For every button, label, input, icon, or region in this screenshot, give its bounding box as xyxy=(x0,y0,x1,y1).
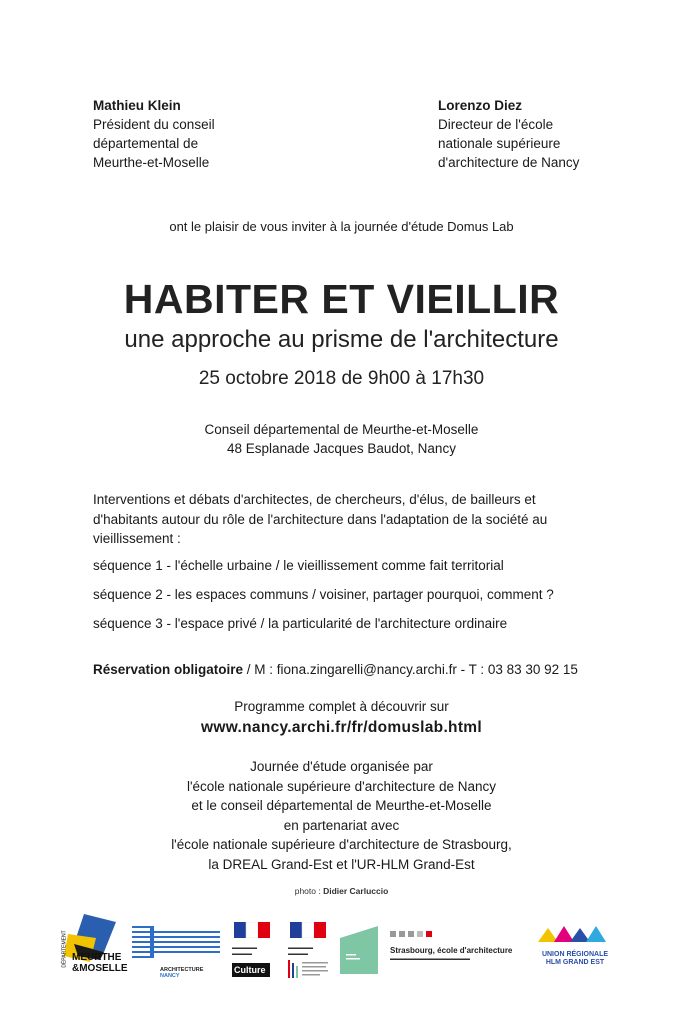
reservation-contact[interactable]: / M : fiona.zingarelli@nancy.archi.fr - T : 03 83 30 92 15 xyxy=(243,662,578,677)
host-left xyxy=(93,96,215,172)
strasbourg-marks-icon xyxy=(390,929,450,939)
culture-label: Culture xyxy=(232,963,270,977)
venue-address: 48 Esplanade Jacques Baudot, Nancy xyxy=(227,441,456,456)
ur-hlm-logo xyxy=(534,922,616,972)
organizer-line: l'école nationale supérieure d'architecture de Nancy xyxy=(186,778,497,794)
event-date: 25 octobre 2018 de 9h00 à 17h30 xyxy=(198,368,485,389)
host-name: Mathieu Klein xyxy=(93,98,181,113)
green-partner-shape-icon xyxy=(338,924,380,976)
organizer-line: l'école nationale supérieure d'architecture de Strasbourg, xyxy=(171,837,512,852)
intro-paragraph: Interventions et débats d'architectes, de chercheurs, d'élus, de bailleurs et d'habitants autour du rôle de l'architecture dans l'adaptation de la société au vieillissement : xyxy=(93,492,548,546)
venue-name: Conseil départemental de Meurthe-et-Moselle xyxy=(204,422,479,437)
ur-hlm-label xyxy=(534,951,616,967)
host-title-line: Directeur de l'école xyxy=(438,117,554,132)
reservation-label: Réservation obligatoire xyxy=(93,662,244,677)
ur-hlm-roofs-icon xyxy=(534,922,616,946)
organizer-line: Journée d'étude organisée par xyxy=(250,759,433,774)
host-right xyxy=(438,96,579,172)
sequence-item: séquence 1 - l'échelle urbaine / le vieillissement comme fait territorial xyxy=(93,558,504,573)
dreal-logo: ▬▬▬▬▬ ▬▬▬▬ xyxy=(288,922,332,978)
venue xyxy=(0,420,683,458)
strasbourg-label: Strasbourg, école d'architecture xyxy=(390,946,513,955)
french-flag-icon xyxy=(232,922,272,938)
host-title-line: Président du conseil xyxy=(93,117,215,132)
host-title-line: nationale supérieure xyxy=(438,136,561,151)
ensa-nancy-stripes-icon xyxy=(132,924,222,962)
photo-credit-label: photo : xyxy=(294,886,324,896)
french-flag-icon xyxy=(288,922,328,938)
photo-credit-name: Didier Carluccio xyxy=(323,886,389,896)
ensa-nancy-caption xyxy=(160,967,222,979)
organizer-line: et le conseil départemental de Meurthe-et-Moselle xyxy=(191,798,492,813)
host-name: Lorenzo Diez xyxy=(438,98,523,113)
meurthe-line2: &MOSELLE xyxy=(72,963,128,974)
sequence-item: séquence 2 - les espaces communs / voisiner, partager pourquoi, comment ? xyxy=(93,587,554,602)
organizer-line: la DREAL Grand-Est et l'UR-HLM Grand-Est xyxy=(208,856,475,872)
green-partner-logo xyxy=(338,924,380,976)
ensa-strasbourg-logo: Strasbourg, école d'architecture ▬▬▬▬▬▬▬▬▬▬▬▬▬▬▬▬ xyxy=(390,926,528,962)
host-title-line: départemental de xyxy=(93,136,199,151)
event-subtitle: une approche au prisme de l'architecture xyxy=(124,326,559,353)
organizer-line: en partenariat avec xyxy=(283,817,400,833)
ur-hlm-line2: HLM GRAND EST xyxy=(545,959,605,966)
invitation-text: ont le plaisir de vous inviter à la journée d'étude Domus Lab xyxy=(169,219,514,234)
ensa-nancy-text: ARCHITECTURE xyxy=(160,967,204,973)
ur-hlm-line1: UNION RÉGIONALE xyxy=(541,951,609,958)
meurthe-side-label: DÉPARTEMENT xyxy=(61,930,68,968)
organizers-block xyxy=(0,757,683,874)
ensa-nancy-logo xyxy=(132,924,222,979)
host-title-line: d'architecture de Nancy xyxy=(438,155,580,170)
sequence-item: séquence 3 - l'espace privé / la particularité de l'architecture ordinaire xyxy=(93,616,508,631)
meurthe-line1: MEURTHE xyxy=(72,952,122,963)
meurthe-moselle-logo xyxy=(60,912,128,978)
ministere-culture-logo: ▬▬▬▬▬ ▬▬▬▬ Culture xyxy=(232,922,272,976)
event-title: HABITER ET VIEILLIR xyxy=(123,276,560,322)
reservation-line xyxy=(93,662,578,677)
ensa-nancy-accent: NANCY xyxy=(160,973,180,979)
photo-credit xyxy=(0,886,683,896)
host-title-line: Meurthe-et-Moselle xyxy=(93,155,210,170)
program-link[interactable]: www.nancy.archi.fr/fr/domuslab.html xyxy=(201,719,482,736)
program-text: Programme complet à découvrir sur xyxy=(234,699,449,714)
dreal-bars-icon xyxy=(288,960,332,982)
